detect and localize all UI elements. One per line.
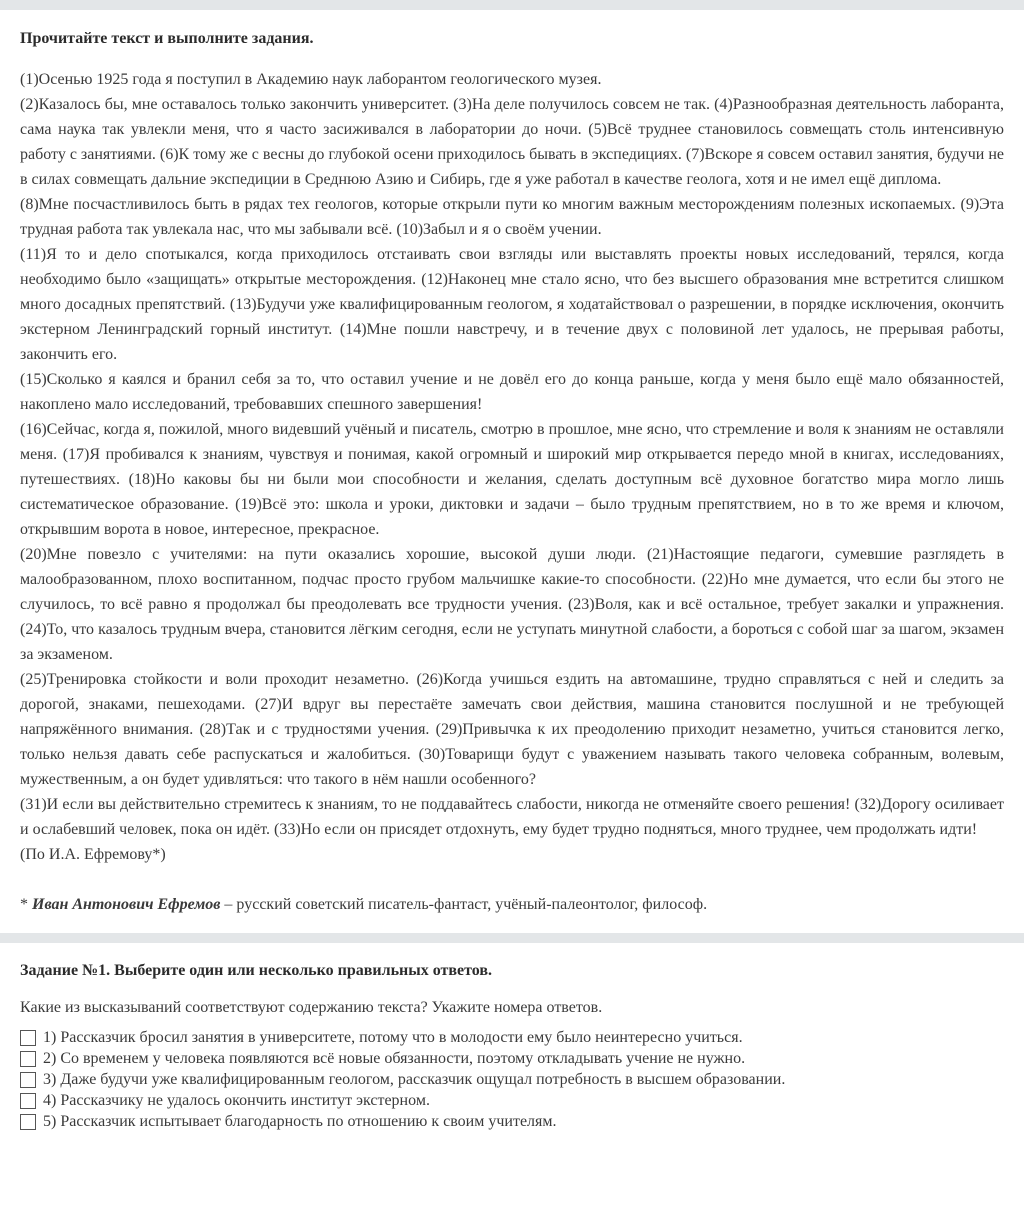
checkbox[interactable] — [20, 1114, 36, 1130]
text-paragraph: (2)Казалось бы, мне оставалось только закончить университет. (3)На деле получилось совсем не так. (4)Разнообразная деятельность лаборанта, сама наука так увлекли меня, что я часто засиживался в лаборатории до ночи. (5)Всё труднее становилось совмещать столь интенсивную работу с занятиями. (6)К тому же с весны до глубокой осени приходилось бывать в экспедициях. (7)Вскоре я совсем оставил занятия, будучи не в силах совмещать дальние экспедиции в Среднюю Азию и Сибирь, где я уже работал в качестве геолога, хотя и не имел ещё диплома. — [20, 96, 1004, 188]
text-paragraph: (16)Сейчас, когда я, пожилой, много видевший учёный и писатель, смотрю в прошлое, мне ясно, что стремление и воля к знаниям не оставляли меня. (17)Я пробивался к знаниям, чувствуя и понимая, какой огромный и широкий мир открывается передо мной в книгах, исследованиях, путешествиях. (18)Но каковы бы ни были мои способности и желания, сделать доступным всё духовное богатство мира могло лишь систематическое образование. (19)Всё это: школа и уроки, диктовки и задачи – было трудным препятствием, но в то же время и ключом, открывшим ворота в новое, интересное, прекрасное. — [20, 421, 1004, 538]
footnote-author: Иван Антонович Ефремов — [32, 896, 221, 913]
checkbox[interactable] — [20, 1093, 36, 1109]
text-paragraph: (25)Тренировка стойкости и воли проходит незаметно. (26)Когда учишься ездить на автомашине, трудно справляться с ней и следить за дорогой, знаками, пешеходами. (27)И вдруг вы перестаёте замечать свои действия, машина становится послушной и не требующей напряжённого внимания. (28)Так и с трудностями учения. (29)Привычка к их преодолению приходит незаметно, учиться становится легко, только нельзя давать себе распускаться и жалобиться. (30)Товарищи будут с уважением называть такого человека собранным, волевым, мужественным, а он будет удивляться: что такого в нём нашли особенного? — [20, 671, 1004, 788]
text-paragraph: (31)И если вы действительно стремитесь к знаниям, то не поддавайтесь слабости, никогда не отменяйте своего решения! (32)Дорогу осиливает и ослабевший человек, пока он идёт. (33)Но если он присядет отдохнуть, ему будет трудно подняться, много труднее, чем продолжать идти! — [20, 796, 1004, 838]
top-divider-bar — [0, 0, 1024, 10]
answer-option-4[interactable] — [20, 1090, 1004, 1111]
footnote-marker: * — [20, 896, 32, 913]
footnote-description: – русский советский писатель-фантаст, учёный-палеонтолог, философ. — [220, 896, 708, 913]
task-heading: Задание №1. Выберите один или несколько правильных ответов. — [20, 962, 493, 979]
option-label: 3) Даже будучи уже квалифицированным геологом, рассказчик ощущал потребность в высшем образовании. — [43, 1070, 786, 1088]
text-paragraph: (8)Мне посчастливилось быть в рядах тех геологов, которые открыли пути ко многим важным месторождениям полезных ископаемых. (9)Эта трудная работа так увлекала нас, что мы забывали всё. (10)Забыл и я о своём учении. — [20, 196, 1004, 238]
checkbox[interactable] — [20, 1030, 36, 1046]
section-divider-bar — [0, 933, 1024, 943]
option-label: 4) Рассказчику не удалось окончить институт экстерном. — [43, 1091, 430, 1109]
task-section — [0, 960, 1024, 1132]
text-paragraph: (1)Осенью 1925 года я поступил в Академию наук лаборантом геологического музея. — [20, 71, 602, 88]
answer-option-5[interactable] — [20, 1111, 1004, 1132]
task-question: Какие из высказываний соответствуют содержанию текста? Укажите номера ответов. — [20, 999, 603, 1016]
text-paragraph: (20)Мне повезло с учителями: на пути оказались хорошие, высокой души люди. (21)Настоящие педагоги, сумевшие разглядеть в малообразованном, плохо воспитанном, подчас просто грубом мальчишке какие-то способности. (22)Но мне думается, что если бы этого не случилось, то всё равно я продолжал бы преодолевать все трудности учения. (23)Воля, как и всё остальное, требует закалки и упражнения. (24)То, что казалось трудным вчера, становится лёгким сегодня, если не уступать минутной слабости, а бороться с собой шаг за шагом, экзамен за экзаменом. — [20, 546, 1004, 663]
answer-options — [20, 1027, 1004, 1132]
answer-option-3[interactable] — [20, 1069, 1004, 1090]
instruction-heading: Прочитайте текст и выполните задания. — [20, 30, 314, 47]
reading-section — [0, 28, 1024, 917]
option-label: 5) Рассказчик испытывает благодарность по отношению к своим учителям. — [43, 1112, 557, 1130]
answer-option-1[interactable] — [20, 1027, 1004, 1048]
option-label: 1) Рассказчик бросил занятия в университете, потому что в молодости ему было неинтересно учиться. — [43, 1028, 743, 1046]
text-paragraph: (11)Я то и дело спотыкался, когда приходилось отстаивать свои взгляды или выставлять проекты новых исследований, терялся, когда необходимо было «защищать» открытые месторождения. (12)Наконец мне стало ясно, что без высшего образования мне встретится слишком много досадных препятствий. (13)Будучи уже квалифицированным геологом, я ходатайствовал о разрешении, в порядке исключения, окончить экстерном Ленинградский горный институт. (14)Мне пошли навстречу, и в течение двух с половиной лет удалось, не прерывая работы, закончить его. — [20, 246, 1004, 363]
reading-text — [20, 67, 1004, 867]
checkbox[interactable] — [20, 1051, 36, 1067]
option-label: 2) Со временем у человека появляются всё новые обязанности, поэтому откладывать учение не нужно. — [43, 1049, 746, 1067]
checkbox[interactable] — [20, 1072, 36, 1088]
text-paragraph: (15)Сколько я каялся и бранил себя за то, что оставил учение и не довёл его до конца раньше, когда у меня было ещё мало обязанностей, накоплено мало исследований, требовавших спешного завершения! — [20, 371, 1004, 413]
text-source: (По И.А. Ефремову*) — [20, 846, 166, 863]
footnote — [20, 892, 1004, 917]
answer-option-2[interactable] — [20, 1048, 1004, 1069]
